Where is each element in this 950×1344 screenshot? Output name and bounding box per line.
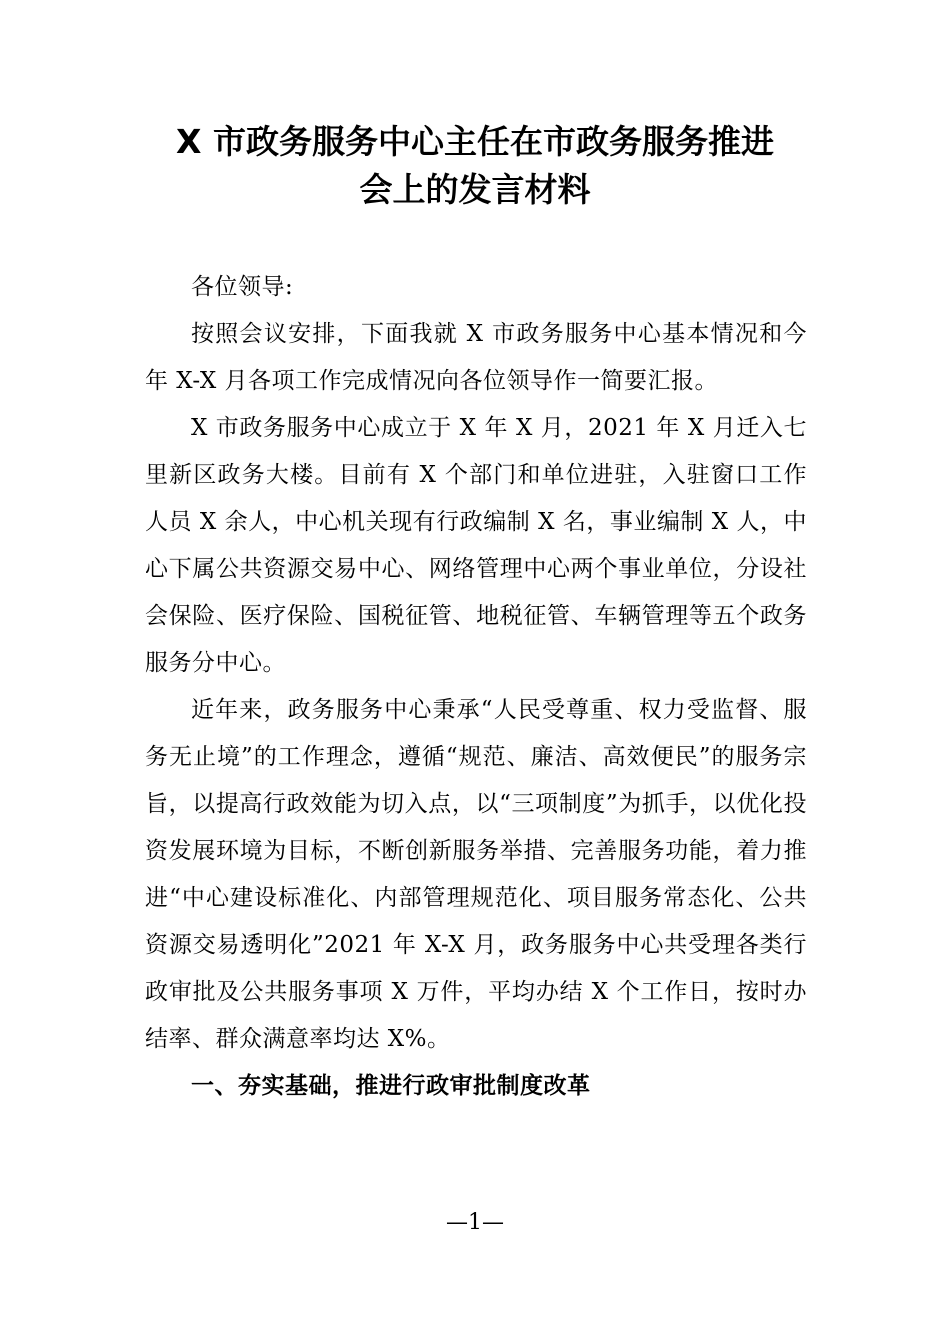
section-heading: 一、夯实基础，推进行政审批制度改革 <box>191 1073 591 1099</box>
intro-paragraph: 按照会议安排，下面我就 X 市政务服务中心基本情况和今年 X-X 月各项工作完成情况向各位领导作一简要汇报。 <box>145 321 807 394</box>
recent-work-paragraph: 近年来，政务服务中心秉承“人民受尊重、权力受监督、服务无止境”的工作理念，遵循“规范、廉洁、高效便民”的服务宗旨，以提高行政效能为切入点，以“三项制度”为抓手，以优化投资发展环境为目标，不断创新服务举措、完善服务功能，着力推进“中心建设标准化、内部管理规范化、项目服务常态化、公共资源交易透明化”2021 年 X-X 月，政务服务中心共受理各类行政审批及公共服务事项 X 万件，平均办结 X 个工作日，按时办结率、群众满意率均达 X%。 <box>145 697 807 1052</box>
center-overview-paragraph: X 市政务服务中心成立于 X 年 X 月，2021 年 X 月迁入七里新区政务大楼。目前有 X 个部门和单位进驻，入驻窗口工作人员 X 余人，中心机关现有行政编制 X 名，事业编制 X 人，中心下属公共资源交易中心、网络管理中心两个事业单位，分设社会保险、医疗保险、国税征管、地税征管、车辆管理等五个政务服务分中心。 <box>145 415 807 676</box>
document-body <box>145 264 807 1110</box>
document-title-line-2: 会上的发言材料 <box>359 170 591 209</box>
salutation-paragraph: 各位领导: <box>191 274 294 300</box>
document-title-line-1: X 市政务服务中心主任在市政务服务推进 <box>176 122 774 161</box>
page-number: —1— <box>446 1210 504 1235</box>
